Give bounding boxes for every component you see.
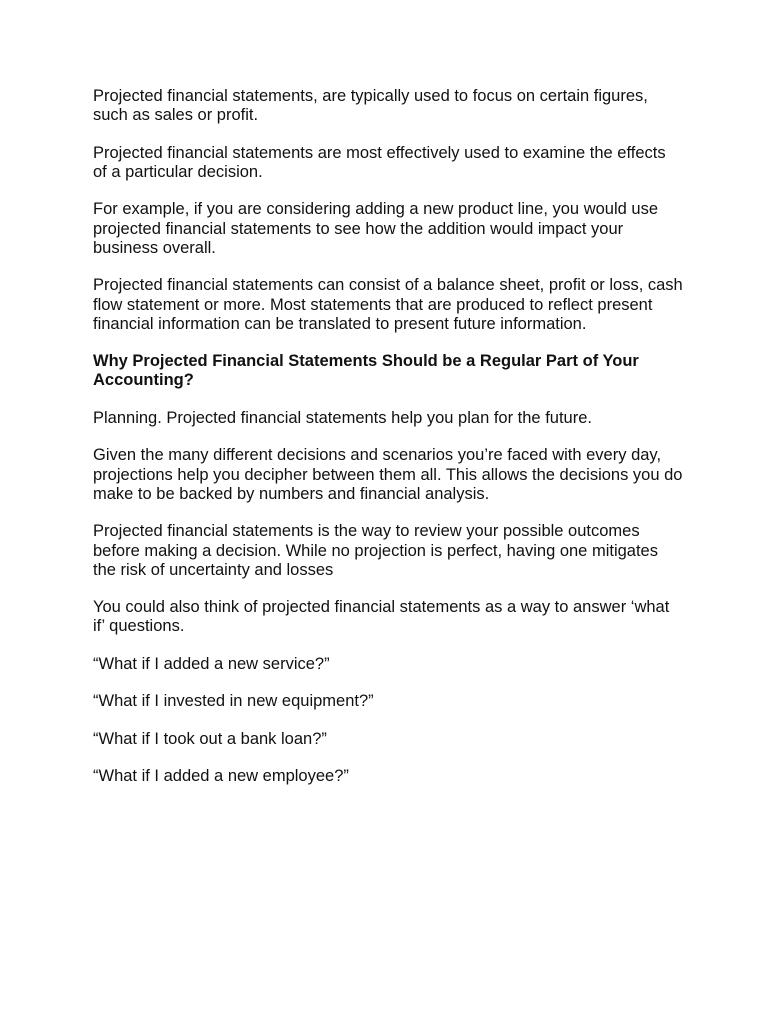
question-bank-loan: “What if I took out a bank loan?” — [93, 729, 327, 748]
section-heading: Why Projected Financial Statements Should be a Regular Part of Your Accounting? — [93, 352, 639, 390]
document-body — [93, 87, 683, 805]
paragraph-composition: Projected financial statements can consist of a balance sheet, profit or loss, cash flow statement or more. Most statements that are produced to reflect present financial information can be translated to present future information. — [93, 276, 683, 333]
paragraph-review: Projected financial statements is the way to review your possible outcomes before making a decision. While no projection is perfect, having one mitigates the risk of uncertainty and losses — [93, 522, 658, 579]
question-new-service: “What if I added a new service?” — [93, 654, 330, 673]
paragraph-example: For example, if you are considering adding a new product line, you would use projected financial statements to see how the addition would impact your business overall. — [93, 200, 658, 257]
paragraph-decisions: Given the many different decisions and scenarios you’re faced with every day, projections help you decipher between them all. This allows the decisions you do make to be backed by numbers and financial analysis. — [93, 446, 683, 503]
paragraph-what-if: You could also think of projected financial statements as a way to answer ‘what if’ questions. — [93, 598, 670, 636]
question-new-employee: “What if I added a new employee?” — [93, 767, 349, 786]
paragraph-planning: Planning. Projected financial statements help you plan for the future. — [93, 408, 592, 427]
question-new-equipment: “What if I invested in new equipment?” — [93, 692, 374, 711]
paragraph-intro: Projected financial statements, are typically used to focus on certain figures, such as sales or profit. — [93, 87, 648, 125]
paragraph-effects: Projected financial statements are most effectively used to examine the effects of a particular decision. — [93, 143, 666, 181]
